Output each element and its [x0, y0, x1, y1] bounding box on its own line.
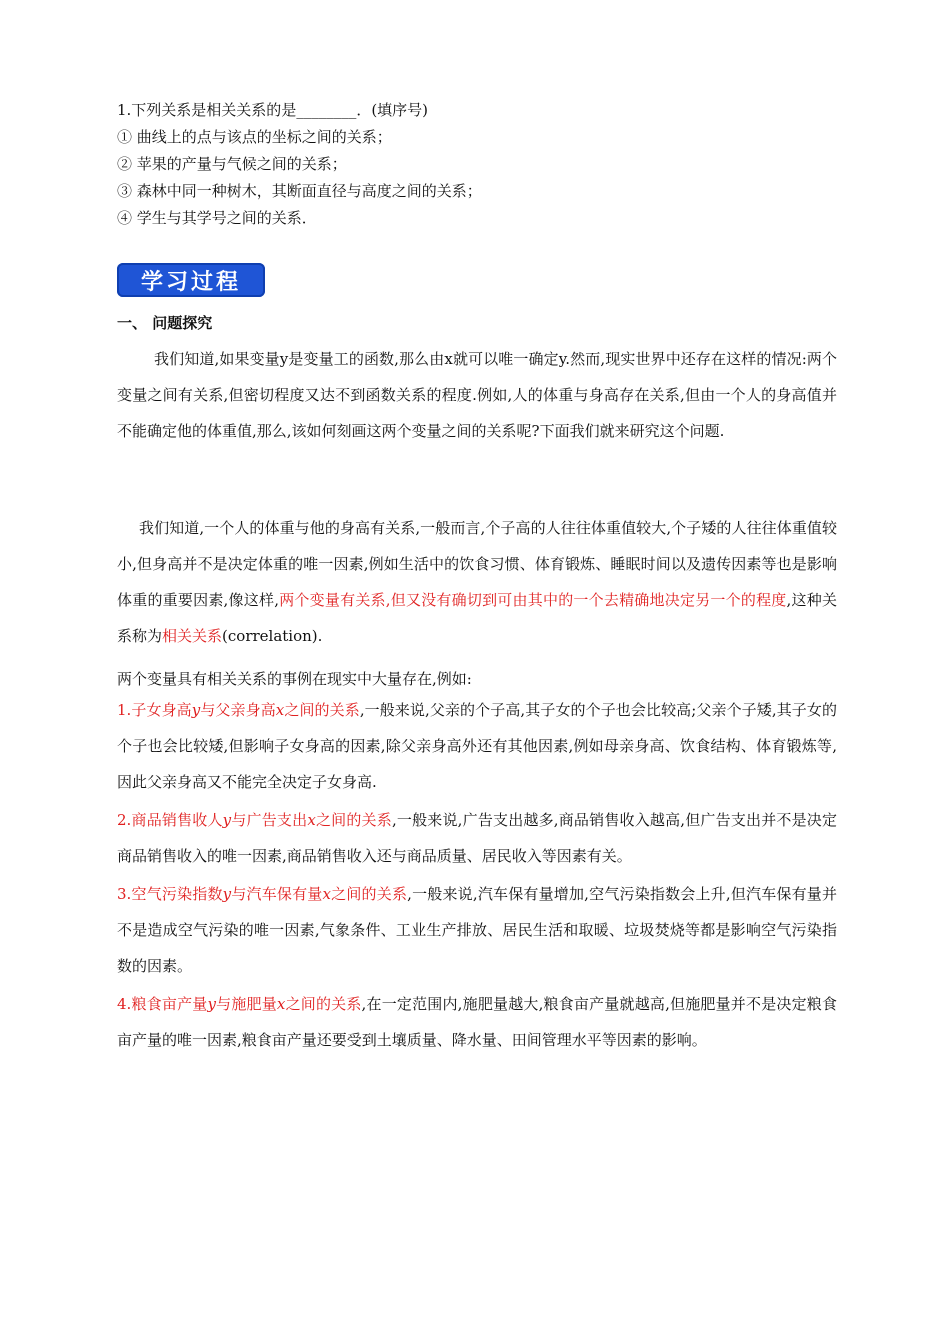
- item-highlight: 空气污染指数: [131, 885, 223, 903]
- item-var-x: x: [322, 885, 331, 903]
- item-var-y: y: [191, 701, 201, 719]
- item-text: ,一般来说,广告支出越多,商品销售收入越高,但广告支出并不是决定商品销售收入的唯一因素,商品销售收入还与商品质量、居民收入等因素有关。: [117, 811, 837, 865]
- item-highlight: 子女身高: [131, 701, 192, 719]
- option-1: ① 曲线上的点与该点的坐标之间的关系；: [117, 128, 392, 146]
- item-text: ,一般来说,汽车保有量增加,空气污染指数会上升,但汽车保有量并不是造成空气污染的唯一因素,气象条件、工业生产排放、居民生活和取暖、垃圾焚烧等都是影响空气污染指数的因素。: [117, 885, 837, 975]
- option-4: ④ 学生与其学号之间的关系．: [117, 209, 317, 227]
- item-number: 1.: [117, 701, 132, 719]
- item-number: 3.: [117, 885, 132, 903]
- section-heading: 一、 问题探究: [117, 314, 213, 332]
- definition-paragraph: [117, 510, 837, 654]
- item-var-y: y: [222, 885, 232, 903]
- banner-label: 学习过程: [140, 269, 241, 295]
- item-var-x: x: [275, 701, 285, 719]
- item-var-x: x: [307, 811, 316, 829]
- question-stem: 1.下列关系是相关关系的是________．(填序号): [117, 101, 429, 119]
- examples-intro: 两个变量具有相关关系的事例在现实中大量存在,例如:: [117, 670, 472, 688]
- exercise-question: [117, 97, 837, 232]
- item-highlight: 之间的关系: [285, 995, 362, 1013]
- item-highlight: 与汽车保有量: [231, 885, 323, 903]
- item-highlight: 与广告支出: [231, 811, 308, 829]
- term-english: (correlation).: [222, 627, 323, 645]
- intro-paragraph: 我们知道,如果变量y是变量工的函数,那么由x就可以唯一确定y.然而,现实世界中还存在这样的情况:两个变量之间有关系,但密切程度又达不到函数关系的程度.例如,人的体重与身高存在关系,但由一个人的身高值并不能确定他的体重值,那么,该如何刻画这两个变量之间的关系呢?下面我们就来研究这个问题.: [117, 350, 837, 440]
- definition-text-c: ,这种关系称为: [117, 591, 837, 645]
- item-highlight: 与父亲身高: [200, 701, 276, 719]
- example-item: [117, 802, 837, 874]
- item-text: ,在一定范围内,施肥量越大,粮食亩产量就越高,但施肥量并不是决定粮食亩产量的唯一因素,粮食亩产量还要受到土壤质量、降水量、田间管理水平等因素的影响。: [117, 995, 837, 1049]
- item-highlight: 商品销售收人: [131, 811, 223, 829]
- item-var-x: x: [276, 995, 286, 1013]
- example-item: [117, 692, 837, 800]
- example-item: [117, 986, 837, 1058]
- item-highlight: 之间的关系: [330, 885, 408, 903]
- item-var-y: y: [222, 811, 232, 829]
- item-number: 2.: [117, 811, 132, 829]
- term-correlation: 相关关系: [162, 627, 223, 645]
- item-highlight: 之间的关系: [284, 701, 360, 719]
- definition-text-a: 我们知道,一个人的体重与他的身高有关系,一般而言,个子高的人往往体重值较大,个子矮的人往往体重值较小,但身高并不是决定体重的唯一因素,例如生活中的饮食习惯、体育锻炼、睡眠时间以及遗传因素等也是影响体重的重要因素,像这样,: [117, 519, 837, 609]
- option-2: ② 苹果的产量与气候之间的关系；: [117, 155, 347, 173]
- item-highlight: 粮食亩产量: [131, 995, 208, 1013]
- learning-process-banner: [117, 263, 265, 297]
- item-highlight: 之间的关系: [315, 811, 392, 829]
- item-number: 4.: [117, 995, 132, 1013]
- item-highlight: 与施肥量: [215, 995, 277, 1013]
- option-3: ③ 森林中同一种树木，其断面直径与高度之间的关系；: [117, 182, 482, 200]
- item-var-y: y: [207, 995, 216, 1013]
- item-text: ,一般来说,父亲的个子高,其子女的个子也会比较高;父亲个子矮,其子女的个子也会比较矮,但影响子女身高的因素,除父亲身高外还有其他因素,例如母亲身高、饮食结构、体育锻炼等,因此父亲身高又不能完全决定子女身高.: [117, 701, 837, 791]
- example-item: [117, 876, 837, 984]
- definition-highlight: 两个变量有关系,但又没有确切到可由其中的一个去精确地决定另一个的程度: [278, 591, 787, 609]
